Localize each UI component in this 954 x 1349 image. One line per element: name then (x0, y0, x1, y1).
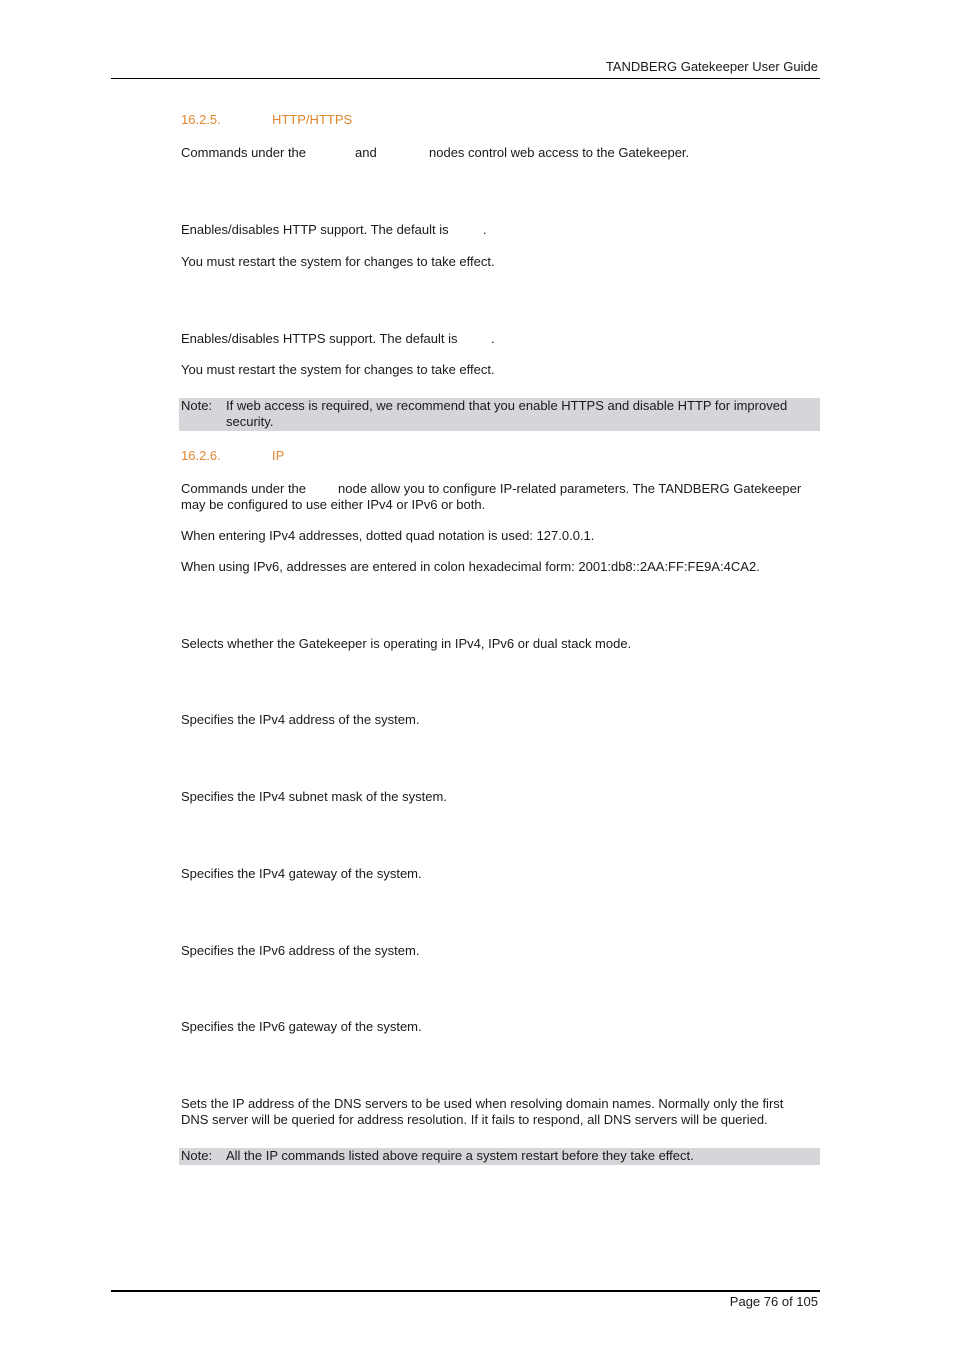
footer-rule (111, 1290, 820, 1292)
header-rule (111, 78, 820, 79)
http-intro-part-2: and (355, 145, 377, 160)
note-text (226, 398, 816, 430)
note-text-line-1: If web access is required, we recommend that you enable HTTPS and disable HTTP for improved (226, 398, 788, 413)
section-title: IP (272, 448, 285, 463)
ipv4-gateway-description: Specifies the IPv4 gateway of the system. (181, 866, 422, 881)
ip-stack-description: Selects whether the Gatekeeper is operating in IPv4, IPv6 or dual stack mode. (181, 636, 632, 651)
header-title: TANDBERG Gatekeeper User Guide (605, 59, 818, 74)
http-intro-part-1: Commands under the (181, 145, 307, 160)
section-number: 16.2.6. (181, 448, 221, 463)
dns-description-line-1: Sets the IP address of the DNS servers to be used when resolving domain names. Normally only the first (181, 1096, 784, 1111)
https-description-period: . (491, 331, 495, 346)
ipv6-gateway-description: Specifies the IPv6 gateway of the system. (181, 1019, 422, 1034)
http-description-period: . (483, 222, 487, 237)
http-restart-text: You must restart the system for changes to take effect. (181, 254, 495, 269)
ip-intro-part-2: node allow you to configure IP-related parameters. The TANDBERG Gatekeeper (338, 481, 802, 496)
page-number: Page 76 of 105 (729, 1294, 818, 1309)
ipv6-notation-text: When using IPv6, addresses are entered in colon hexadecimal form: 2001:db8::2AA:FF:FE9A:4CA2. (181, 559, 760, 574)
http-note-box (179, 398, 820, 431)
https-restart-text: You must restart the system for changes to take effect. (181, 362, 495, 377)
note-text: All the IP commands listed above require a system restart before they take effect. (226, 1148, 694, 1163)
ip-note-box (179, 1148, 820, 1165)
note-label: Note: (181, 398, 213, 413)
ipv4-address-description: Specifies the IPv4 address of the system. (181, 712, 420, 727)
section-title: HTTP/HTTPS (272, 112, 353, 127)
ipv4-subnet-description: Specifies the IPv4 subnet mask of the system. (181, 789, 447, 804)
note-text-line-2: security. (226, 414, 274, 429)
http-intro-part-3: nodes control web access to the Gatekeeper. (429, 145, 690, 160)
ipv4-notation-text: When entering IPv4 addresses, dotted quad notation is used: 127.0.0.1. (181, 528, 595, 543)
dns-description-line-2: DNS server will be queried for address resolution. If it fails to respond, all DNS servers will be queried. (181, 1112, 768, 1127)
ip-intro-part-1: Commands under the (181, 481, 307, 496)
ip-intro-line-2: may be configured to use either IPv4 or IPv6 or both. (181, 497, 486, 512)
http-description: Enables/disables HTTP support. The default is (181, 222, 449, 237)
ipv6-address-description: Specifies the IPv6 address of the system. (181, 943, 420, 958)
https-description: Enables/disables HTTPS support. The default is (181, 331, 458, 346)
section-number: 16.2.5. (181, 112, 221, 127)
note-label: Note: (181, 1148, 213, 1163)
